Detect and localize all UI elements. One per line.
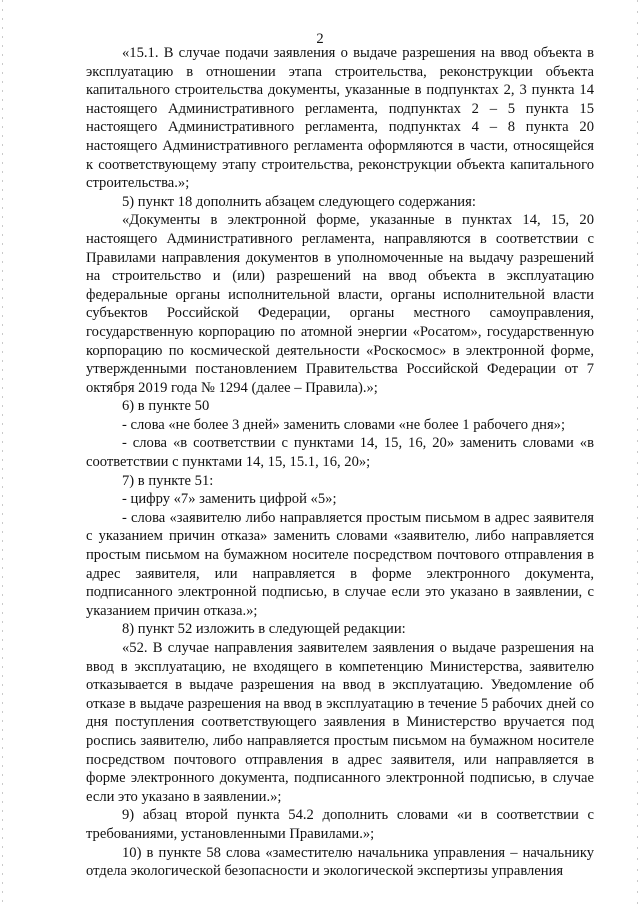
paragraph-electronic-documents: «Документы в электронной форме, указанные в пунктах 14, 15, 20 настоящего Административного регламента, направляются в соответствии с Правилами направления документов в уполномоченные на выдачу разрешений на строительство и (или) разрешений на ввод объекта в эксплуатацию федеральные органы исполнительной власти, органы исполнительной власти субъектов Российской Федерации, органы местного самоуправления, государственную корпорацию по атомной энергии «Росатом», государственную корпорацию по космической деятельности «Роскосмос» в электронной форме, утвержденными постановлением Правительства Российской Федерации от 7 октября 2019 года № 1294 (далее – Правила).»; [86,212,594,396]
paragraph-15-1-amendment: «15.1. В случае подачи заявления о выдаче разрешения на ввод объекта в эксплуатацию в отношении этапа строительства, реконструкции объекта капитального строительства документы, указанные в подпунктах 2, 3 пункта 14 настоящего Административного регламента, подпунктах 2 – 5 пункта 15 настоящего Административного регламента, подпунктах 4 – 8 пункта 20 настоящего Административного регламента оформляются в части, относящейся к соответствующему этапу строительства, реконструкции объекта капитального строительства.»; [86,45,594,192]
paragraph-item-5: 5) пункт 18 дополнить абзацем следующего содержания: [122,193,476,210]
paragraph-item-8: 8) пункт 52 изложить в следующей редакции: [122,621,406,638]
document-body [86,44,594,881]
paragraph-item-7: 7) в пункте 51: [122,472,214,489]
paragraph-item-6: 6) в пункте 50 [122,398,210,415]
paragraph-item-10: 10) в пункте 58 слова «заместителю начальника управления – начальнику отдела экологической безопасности и экологической экспертизы управления [86,844,594,880]
right-scan-edge [637,0,638,905]
paragraph-item-6-dash-2: - слова «в соответствии с пунктами 14, 15, 16, 20» заменить словами «в соответствии с пунктами 14, 15, 15.1, 16, 20»; [86,435,594,471]
paragraph-item-6-dash-1: - слова «не более 3 дней» заменить словами «не более 1 рабочего дня»; [122,416,566,433]
page-number: 2 [316,31,324,47]
paragraph-item-7-dash-2: - слова «заявителю либо направляется простым письмом в адрес заявителя с указанием причин отказа» заменить словами «заявителю, либо направляется простым письмом на бумажном носителе посредством почтового отправления в адрес заявителя, или направляется в форме электронного документа, подписанного электронной подписью, в случае если это указано в заявлении, с указанием причин отказа.»; [86,509,594,619]
paragraph-item-9: 9) абзац второй пункта 54.2 дополнить словами «и в соответствии с требованиями, установленными Правилами.»; [86,807,594,842]
paragraph-item-7-dash-1: - цифру «7» заменить цифрой «5»; [122,491,337,508]
left-scan-edge [2,0,3,905]
paragraph-52-new-text: «52. В случае направления заявителем заявления о выдаче разрешения на ввод в эксплуатацию, не входящего в компетенцию Министерства, заявителю отказывается в выдаче разрешения на ввод в эксплуатацию. Уведомление об отказе в выдаче разрешения на ввод в эксплуатацию в течение 5 рабочих дней со дня поступления соответствующего заявления в Министерство вручается под роспись заявителю, либо направляется простым письмом на бумажном носителе посредством почтового отправления в адрес заявителя, или направляется в форме электронного документа, подписанного электронной подписью, в случае если это указано в заявлении.»; [86,640,594,805]
